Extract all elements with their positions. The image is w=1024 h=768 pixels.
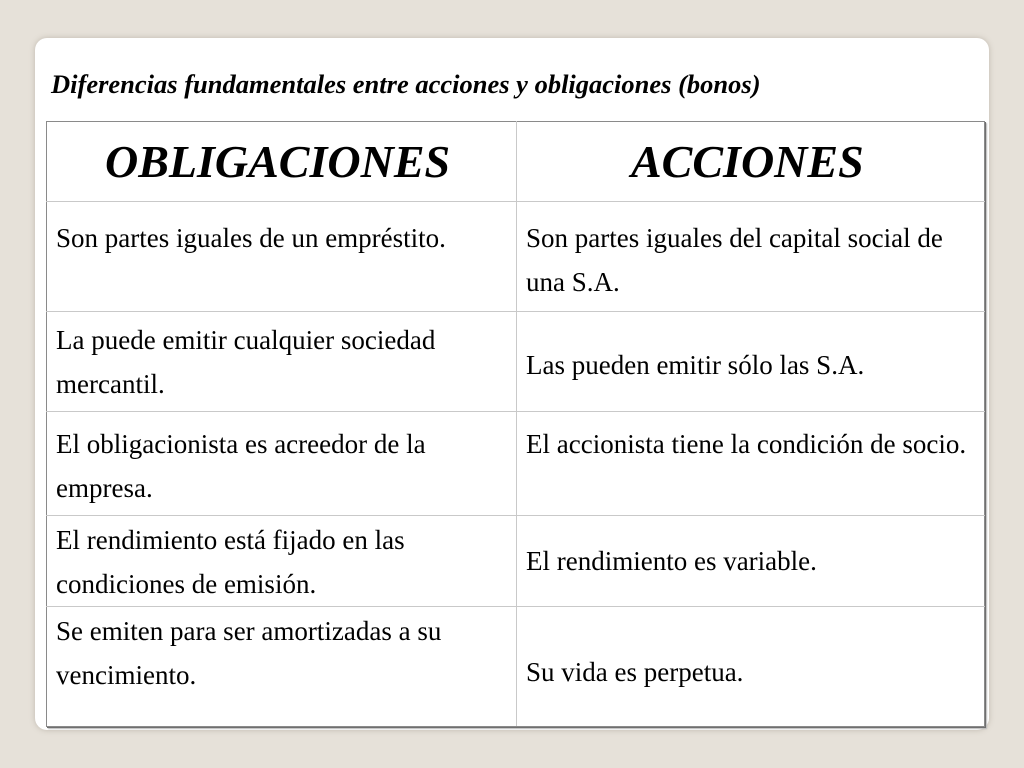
acciones-cell: Su vida es perpetua. [517, 607, 985, 727]
table-row [47, 412, 985, 516]
table-row [47, 607, 985, 727]
table-row [47, 516, 985, 607]
obligaciones-cell: El obligacionista es acreedor de la empresa. [47, 412, 517, 516]
acciones-cell: Son partes iguales del capital social de una S.A. [517, 202, 985, 312]
table-row [47, 312, 985, 412]
table-row [47, 202, 985, 312]
obligaciones-cell: Se emiten para ser amortizadas a su vencimiento. [47, 607, 517, 727]
header-acciones: ACCIONES [517, 122, 985, 202]
comparison-table [46, 121, 985, 727]
acciones-cell: El accionista tiene la condición de socio. [517, 412, 985, 516]
obligaciones-cell: El rendimiento está fijado en las condiciones de emisión. [47, 516, 517, 607]
header-obligaciones: OBLIGACIONES [47, 122, 517, 202]
obligaciones-cell: Son partes iguales de un empréstito. [47, 202, 517, 312]
obligaciones-cell: La puede emitir cualquier sociedad mercantil. [47, 312, 517, 412]
acciones-cell: Las pueden emitir sólo las S.A. [517, 312, 985, 412]
acciones-cell: El rendimiento es variable. [517, 516, 985, 607]
slide-title: Diferencias fundamentales entre acciones y obligaciones (bonos) [51, 69, 761, 99]
table-header-row [47, 122, 985, 202]
